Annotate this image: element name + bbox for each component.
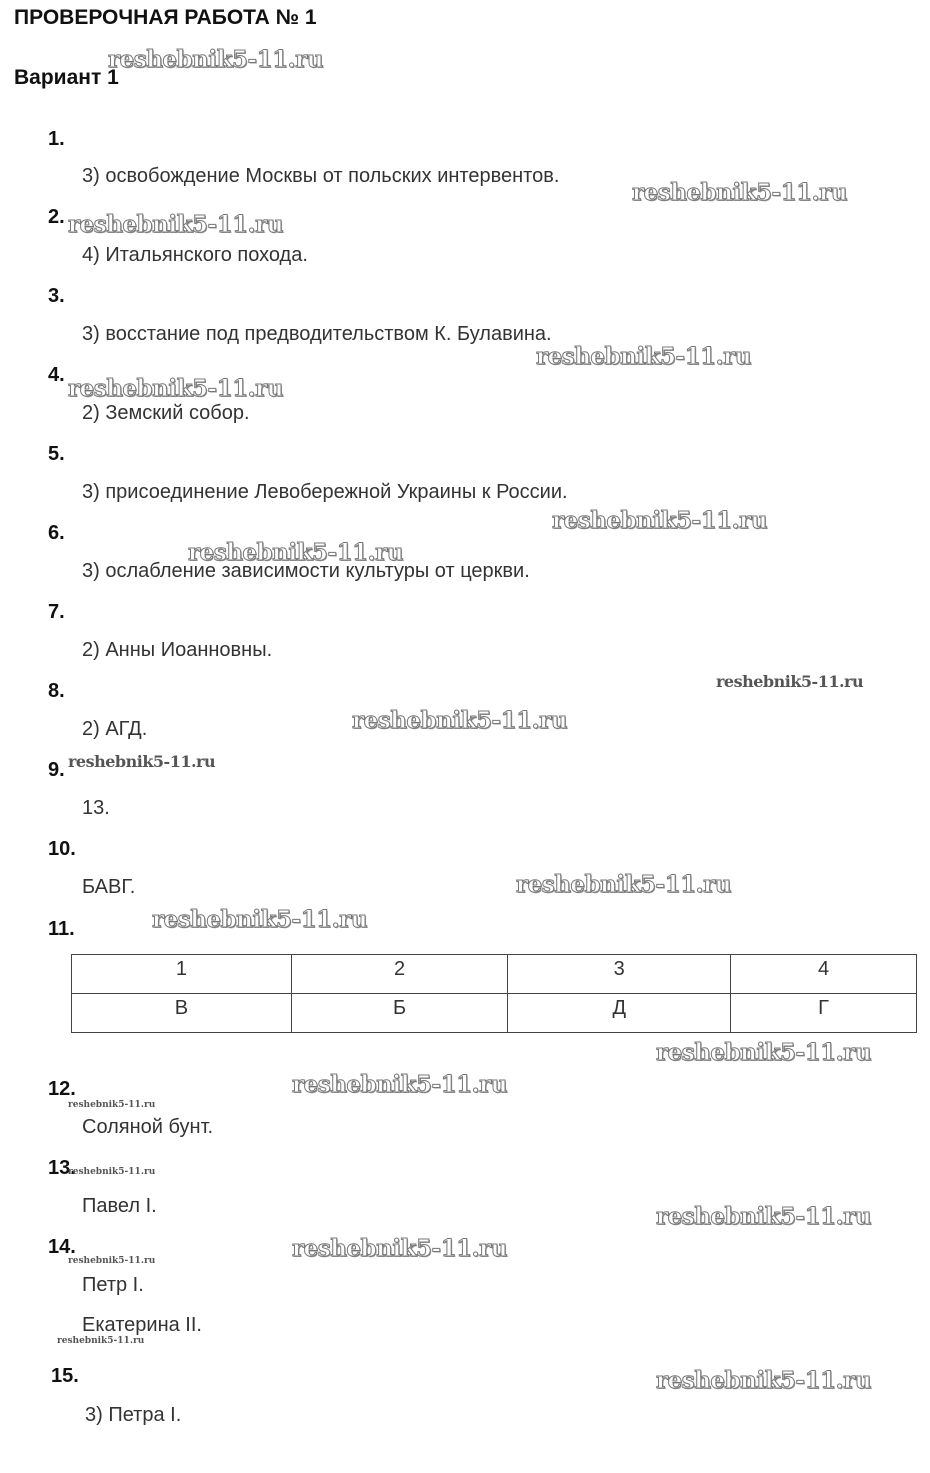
- question-number-8: 8.: [48, 680, 65, 702]
- question-number-5: 5.: [48, 443, 65, 465]
- question-number-11: 11.: [48, 918, 75, 940]
- question-number-15: 15.: [51, 1365, 79, 1387]
- watermark: reshebnik5-11.ru: [108, 46, 323, 73]
- answer-8: 2) АГД.: [82, 718, 148, 740]
- watermark: reshebnik5-11.ru: [516, 871, 731, 898]
- watermark: reshebnik5-11.ru: [536, 343, 751, 370]
- answer-3: 3) восстание под предводительством К. Булавина.: [82, 323, 552, 345]
- watermark: reshebnik5-11.ru: [552, 507, 767, 534]
- question-number-7: 7.: [48, 601, 65, 623]
- answer-15: 3) Петра I.: [85, 1404, 182, 1426]
- answer-12: Соляной бунт.: [82, 1116, 214, 1138]
- watermark: reshebnik5-11.ru: [292, 1071, 507, 1098]
- answer-5: 3) присоединение Левобережной Украины к России.: [82, 481, 568, 503]
- question-number-12: 12.: [48, 1078, 76, 1100]
- table-cell: 3: [508, 955, 731, 994]
- answer-table-11: [71, 954, 917, 1033]
- watermark: reshebnik5-11.ru: [632, 179, 847, 206]
- answer-7: 2) Анны Иоанновны.: [82, 639, 273, 661]
- question-number-10: 10.: [48, 838, 76, 860]
- question-number-13: 13.: [48, 1157, 76, 1179]
- table-cell: 1: [72, 955, 292, 994]
- watermark: reshebnik5-11.ru: [68, 1100, 156, 1110]
- table-header-row: [72, 955, 917, 994]
- watermark: reshebnik5-11.ru: [68, 752, 216, 771]
- question-number-3: 3.: [48, 285, 65, 307]
- answer-2: 4) Итальянского похода.: [82, 244, 308, 266]
- watermark: reshebnik5-11.ru: [57, 1336, 145, 1346]
- watermark: reshebnik5-11.ru: [188, 539, 403, 566]
- variant-heading: Вариант 1: [14, 66, 119, 89]
- answer-14: Петр I.: [82, 1274, 144, 1296]
- question-number-9: 9.: [48, 759, 65, 781]
- question-number-14: 14.: [48, 1236, 76, 1258]
- answer-4: 2) Земский собор.: [82, 402, 250, 424]
- watermark: reshebnik5-11.ru: [68, 1256, 156, 1266]
- answer-1: 3) освобождение Москвы от польских интервентов.: [82, 165, 560, 187]
- watermark: reshebnik5-11.ru: [656, 1039, 871, 1066]
- table-cell: В: [72, 994, 292, 1033]
- answer-9: 13.: [82, 797, 110, 819]
- watermark: reshebnik5-11.ru: [152, 906, 367, 933]
- answer-13: Павел I.: [82, 1195, 157, 1217]
- watermark: reshebnik5-11.ru: [656, 1203, 871, 1230]
- watermark: reshebnik5-11.ru: [352, 707, 567, 734]
- question-number-4: 4.: [48, 364, 65, 386]
- question-number-1: 1.: [48, 128, 65, 150]
- table-cell: 4: [731, 955, 917, 994]
- table-cell: 2: [291, 955, 507, 994]
- answer-10: БАВГ.: [82, 876, 136, 898]
- watermark: reshebnik5-11.ru: [716, 672, 864, 691]
- watermark: reshebnik5-11.ru: [292, 1235, 507, 1262]
- watermark: reshebnik5-11.ru: [68, 211, 283, 238]
- table-cell: Б: [291, 994, 507, 1033]
- page-title: ПРОВЕРОЧНАЯ РАБОТА № 1: [14, 6, 317, 29]
- answer-14-second: Екатерина II.: [82, 1314, 202, 1336]
- watermark: reshebnik5-11.ru: [68, 375, 283, 402]
- watermark: reshebnik5-11.ru: [656, 1367, 871, 1394]
- question-number-6: 6.: [48, 522, 65, 544]
- watermark: reshebnik5-11.ru: [68, 1167, 156, 1177]
- table-cell: Г: [731, 994, 917, 1033]
- table-cell: Д: [508, 994, 731, 1033]
- table-row: [72, 994, 917, 1033]
- answer-6: 3) ослабление зависимости культуры от церкви.: [82, 560, 530, 582]
- question-number-2: 2.: [48, 206, 65, 228]
